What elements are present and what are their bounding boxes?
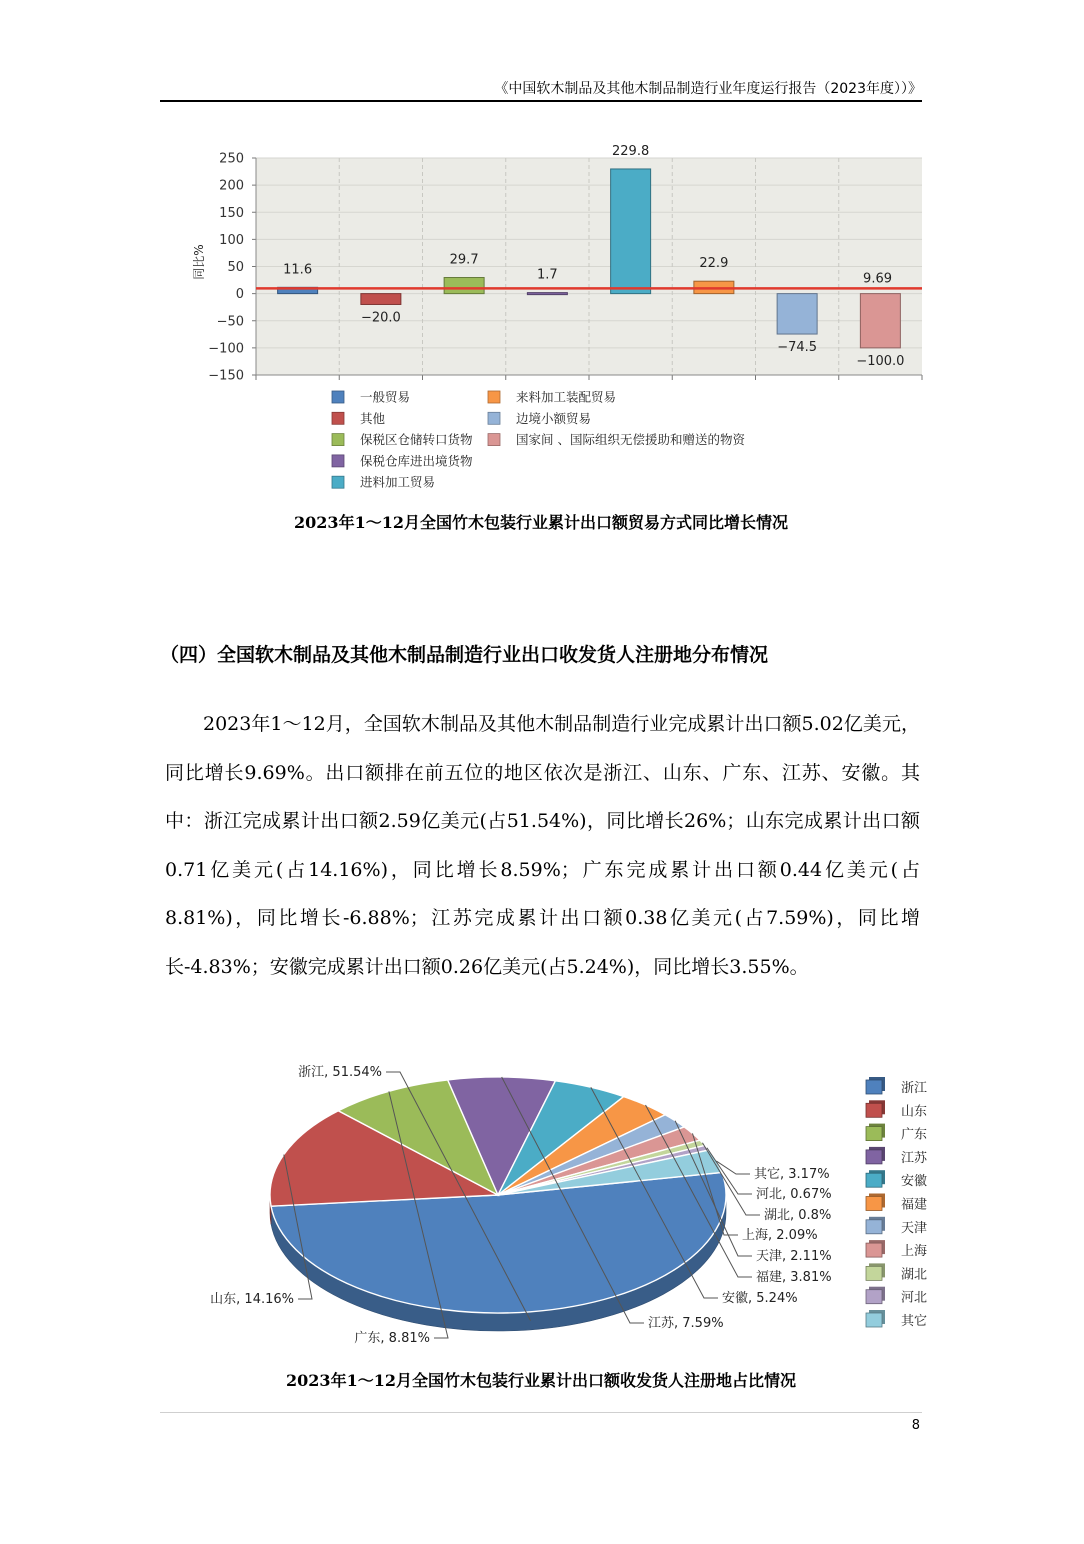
legend-swatch <box>866 1313 882 1327</box>
pie-data-label: 河北, 0.67% <box>756 1187 832 1202</box>
legend-swatch <box>866 1290 882 1304</box>
y-tick-label: 50 <box>227 260 244 275</box>
legend-label: 其他 <box>360 410 386 426</box>
legend-label: 福建 <box>901 1197 928 1213</box>
legend-swatch <box>866 1220 882 1234</box>
y-tick-label: −50 <box>216 314 244 330</box>
y-axis-label: 同比% <box>192 244 206 280</box>
y-tick-label: 150 <box>219 205 244 221</box>
reference-line-label: 9.69 <box>863 271 892 287</box>
legend-label: 保税区仓储转口货物 <box>360 432 473 448</box>
legend-label: 来料加工装配贸易 <box>516 389 617 405</box>
legend-label: 国家间 、国际组织无偿援助和赠送的物资 <box>516 432 745 448</box>
legend-label: 其它 <box>901 1314 928 1329</box>
legend-label: 进料加工贸易 <box>360 474 436 490</box>
legend-label: 一般贸易 <box>360 389 411 405</box>
pie-data-label: 广东, 8.81% <box>354 1331 430 1346</box>
legend-label: 河北 <box>901 1290 928 1306</box>
legend-label: 保税仓库进出境货物 <box>360 453 473 469</box>
legend-label: 边境小额贸易 <box>516 410 592 426</box>
y-tick-label: 200 <box>219 178 244 194</box>
bar-value-label: −74.5 <box>777 340 818 356</box>
bar-chart-caption: 2023年1～12月全国竹木包装行业累计出口额贸易方式同比增长情况 <box>294 513 788 532</box>
legend-swatch <box>866 1080 882 1094</box>
legend-label: 浙江 <box>901 1081 928 1096</box>
pie-data-label: 湖北, 0.8% <box>764 1208 832 1223</box>
pie-data-label: 浙江, 51.54% <box>298 1065 382 1080</box>
section-heading: （四）全国软木制品及其他木制品制造行业出口收发货人注册地分布情况 <box>160 644 769 666</box>
legend-swatch <box>866 1103 882 1117</box>
bar-value-label: −20.0 <box>360 310 401 326</box>
report-header-title: 《中国软木制品及其他木制品制造行业年度运行报告（2023年度））》 <box>494 81 922 97</box>
pie-data-label: 山东, 14.16% <box>210 1292 294 1307</box>
legend-swatch <box>866 1243 882 1257</box>
legend-label: 湖北 <box>901 1267 928 1283</box>
legend-label: 江苏 <box>901 1150 928 1166</box>
y-tick-label: −150 <box>208 368 244 384</box>
legend-label: 广东 <box>901 1127 928 1143</box>
page-number: 8 <box>911 1418 920 1433</box>
footer-divider <box>160 1412 922 1413</box>
bar-value-label: 22.9 <box>699 256 729 272</box>
y-tick-label: −100 <box>208 341 244 357</box>
legend-swatch <box>866 1173 882 1187</box>
legend-swatch <box>866 1150 882 1164</box>
y-tick-label: 250 <box>219 151 244 167</box>
bar-value-label: 11.6 <box>283 262 313 278</box>
bar-value-label: 29.7 <box>449 252 479 268</box>
pie-data-label: 福建, 3.81% <box>756 1270 832 1285</box>
legend-swatch <box>866 1127 882 1141</box>
pie-data-label: 上海, 2.09% <box>742 1228 818 1243</box>
legend-label: 山东 <box>901 1104 928 1120</box>
legend-label: 上海 <box>901 1244 928 1260</box>
legend-swatch <box>866 1266 882 1280</box>
bar-value-label: −100.0 <box>856 353 905 369</box>
bar-value-label: 1.7 <box>537 267 558 283</box>
pie-data-label: 江苏, 7.59% <box>648 1316 724 1331</box>
pie-chart-caption: 2023年1～12月全国竹木包装行业累计出口额收发货人注册地占比情况 <box>286 1371 796 1390</box>
legend-label: 天津 <box>901 1220 928 1236</box>
y-tick-label: 0 <box>235 287 244 303</box>
legend-label: 安徽 <box>901 1174 928 1190</box>
body-paragraph: 2023年1～12月，全国软木制品及其他木制品制造行业完成累计出口额5.02亿美元，同比增长9.69%。出口额排在前五位的地区依次是浙江、山东、广东、江苏、安徽。其中：浙江完成累计出口额2.59亿美元(占51.54%)，同比增长26%；山东完成累计出口额0.71亿美元(占14.16%)，同比增长8.59%；广东完成累计出口额0.44亿美元(占8.81%)，同比增长-6.88%；江苏完成累计出口额0.38亿美元(占7.59%)，同比增长-4.83%；安徽完成累计出口额0.26亿美元(占5.24%)，同比增长3.55%。 <box>165 713 920 978</box>
pie-data-label: 安徽, 5.24% <box>722 1291 798 1306</box>
bar-value-label: 229.8 <box>612 143 650 159</box>
pie-data-label: 天津, 2.11% <box>756 1249 832 1264</box>
pie-data-label: 其它, 3.17% <box>754 1167 830 1182</box>
legend-swatch <box>866 1197 882 1211</box>
y-tick-label: 100 <box>219 232 244 248</box>
